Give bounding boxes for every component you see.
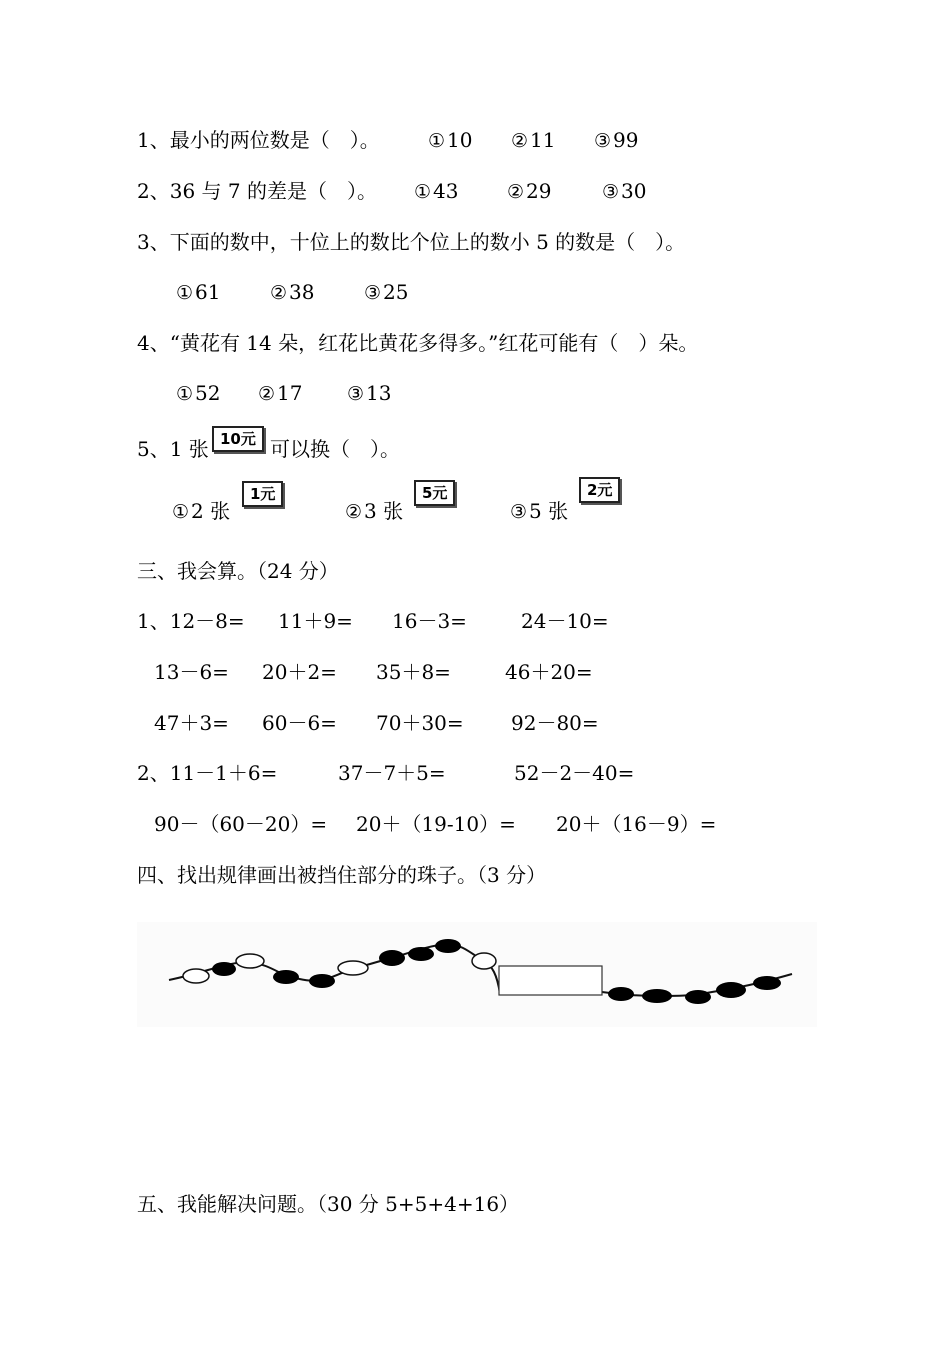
calc-item: 20＋（19-10）= xyxy=(356,812,516,836)
q2-option-1[interactable]: ① 43 xyxy=(414,179,459,203)
section-4-title: 四、找出规律画出被挡住部分的珠子。（3 分） xyxy=(137,863,547,887)
calc-item: 52－2－40= xyxy=(514,761,635,785)
calc-item: 47＋3= xyxy=(154,711,229,735)
banknote-10-yuan: 10元 xyxy=(212,426,264,452)
question-1: 1、最小的两位数是（ ）。 xyxy=(137,128,380,152)
section-5-title: 五、我能解决问题。（30 分 5+5+4+16） xyxy=(137,1192,520,1216)
question-2: 2、36 与 7 的差是（ ）。 xyxy=(137,179,377,203)
calc-item: 37－7＋5= xyxy=(338,761,446,785)
q5-option-1[interactable]: ① 2 张 xyxy=(172,499,231,523)
q2-option-2[interactable]: ② 29 xyxy=(507,179,552,203)
bead-black xyxy=(273,970,299,984)
question-4: 4、“黄花有 14 朵，红花比黄花多得多。”红花可能有（ ）朵。 xyxy=(137,331,699,355)
bead-white xyxy=(236,954,264,968)
bead-black xyxy=(642,989,672,1003)
calc-item: 20＋（16－9）= xyxy=(556,812,717,836)
bead-black xyxy=(212,962,236,976)
calc-item: 20＋2= xyxy=(262,660,337,684)
section-3-title: 三、我会算。（24 分） xyxy=(137,559,339,583)
bead-pattern-figure xyxy=(137,922,817,1027)
bead-black xyxy=(753,976,781,990)
q2-option-3[interactable]: ③ 30 xyxy=(602,179,647,203)
q1-option-3[interactable]: ③ 99 xyxy=(594,128,639,152)
calc-item: 1、12－8= xyxy=(137,609,245,633)
q4-option-2[interactable]: ② 17 xyxy=(258,381,303,405)
question-3: 3、下面的数中，十位上的数比个位上的数小 5 的数是（ ）。 xyxy=(137,230,686,254)
calc-item: 46＋20= xyxy=(505,660,593,684)
banknote-1-yuan: 1元 xyxy=(242,481,283,507)
question-5-suffix: 可以换（ ）。 xyxy=(270,437,400,461)
question-5-prefix: 5、1 张 xyxy=(137,437,209,461)
calc-item: 24－10= xyxy=(521,609,609,633)
bead-white xyxy=(338,961,368,975)
q3-option-3[interactable]: ③ 25 xyxy=(364,280,409,304)
bead-white xyxy=(472,953,496,969)
calc-item: 11＋9= xyxy=(278,609,353,633)
banknote-5-yuan: 5元 xyxy=(414,480,455,506)
q4-option-1[interactable]: ① 52 xyxy=(176,381,221,405)
banknote-2-yuan: 2元 xyxy=(579,477,620,503)
bead-black xyxy=(608,987,634,1001)
bead-black xyxy=(435,939,461,953)
bead-black xyxy=(408,947,434,961)
calc-item: 13－6= xyxy=(154,660,229,684)
q4-option-3[interactable]: ③ 13 xyxy=(347,381,392,405)
calc-item: 35＋8= xyxy=(376,660,451,684)
calc-item: 2、11－1＋6= xyxy=(137,761,278,785)
q1-option-1[interactable]: ① 10 xyxy=(428,128,473,152)
bead-white xyxy=(183,969,209,983)
bead-string-svg xyxy=(137,922,817,1027)
q5-option-2[interactable]: ② 3 张 xyxy=(345,499,404,523)
q5-option-3[interactable]: ③ 5 张 xyxy=(510,499,569,523)
calc-item: 60－6= xyxy=(262,711,337,735)
q1-option-2[interactable]: ② 11 xyxy=(511,128,556,152)
bead-black xyxy=(309,974,335,988)
bead-black xyxy=(685,990,711,1004)
calc-item: 70＋30= xyxy=(376,711,464,735)
bead-black xyxy=(379,950,405,966)
calc-item: 92－80= xyxy=(511,711,599,735)
calc-item: 16－3= xyxy=(392,609,467,633)
q3-option-2[interactable]: ② 38 xyxy=(270,280,315,304)
q3-option-1[interactable]: ① 61 xyxy=(176,280,221,304)
bead-black xyxy=(716,982,746,998)
calc-item: 90－（60－20）= xyxy=(154,812,328,836)
hidden-beads-box[interactable] xyxy=(499,966,602,995)
